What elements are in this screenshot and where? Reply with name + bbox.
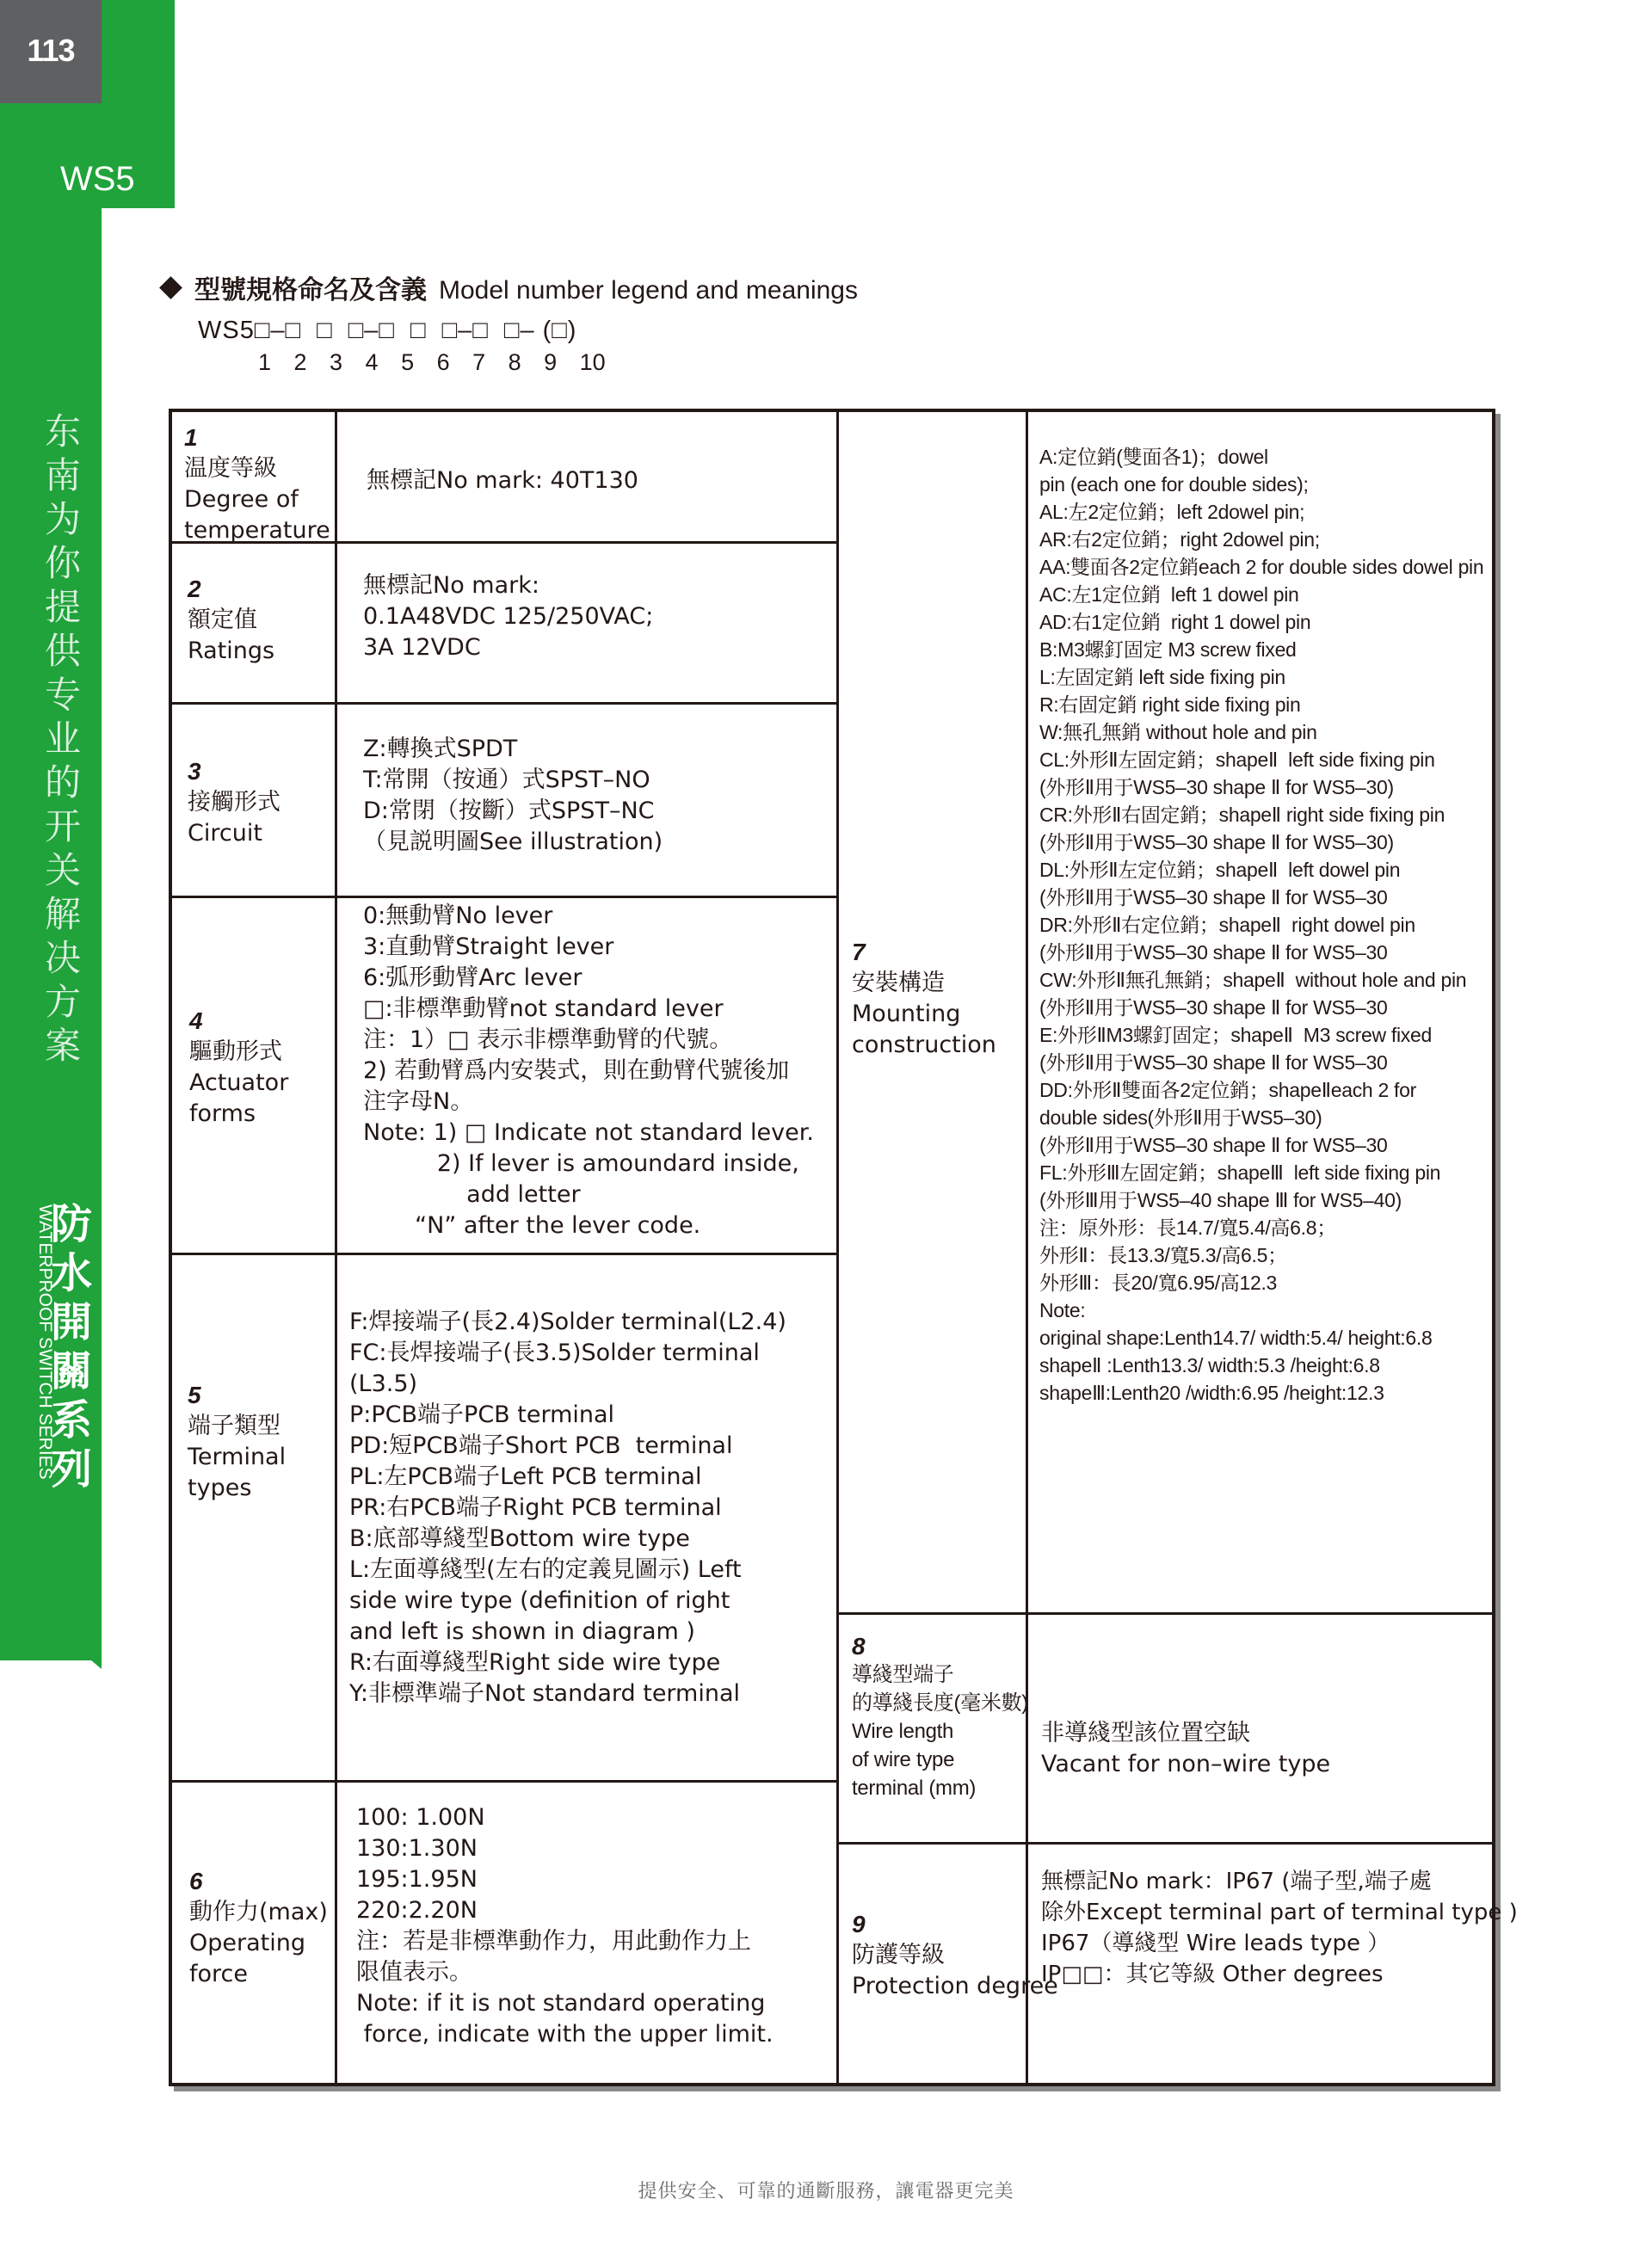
row-number: 3 [188,758,201,785]
series-title-cn: 防水開關系列 [50,1200,92,1494]
row-label [188,756,280,849]
row-content: F:焊接端子(長2.4)Solder terminal(L2.4) FC:長焊接端子(長3.5)Solder terminal (L3.5) P:PCB端子PCB terminal PD:短PCB端子Short PCB terminal PL:左PCB端子Left PCB terminal PR:右PCB端子Right PCB terminal B:底部導綫型Bottom wire type L:左面導綫型(左右的定義見圖示) Left side wire type (definition of right and left is shown in diagram ) R:右面導綫型Right side wire type Y:非標準端子Not standard terminal [349,1309,786,1707]
row-content: 無標記No mark: 0.1A48VDC 125/250VAC; 3A 12VDC [363,572,654,661]
section-heading [159,268,858,306]
row-title: 端子類型 Terminal types [188,1413,287,1501]
table-divider [172,702,838,705]
table-divider [172,1780,838,1783]
row-number: 1 [184,424,198,451]
row-title: 温度等級 Degree of temperature [184,455,330,544]
row-content: 0:無動臂No lever 3:直動臂Straight lever 6:弧形動臂Arc lever □:非標準動臂not standard lever 注：1）□ 表示非標準動臂的代號。 2) 若動臂爲内安裝式，則在動臂代號後加 注字母N。 Note: 1) □ Indicate not standard lever. 2) If lever is amoundard inside, add letter “N” after the lever code. [363,902,814,1239]
row-label [184,422,330,546]
section-tag: WS5 [60,160,135,198]
row-content: 100: 1.00N 130:1.30N 195:1.95N 220:2.20N 注：若是非標準動作力，用此動作力上 限值表示。 Note: if it is not standard operating force, indicate with the upper limit. [356,1804,774,2048]
row-title: 驅動形式 Actuator forms [189,1038,289,1127]
table-divider [836,412,839,2083]
model-code-pattern: WS5□–□ □ □–□ □ □–□ □– (□) [198,317,577,344]
heading-cn: 型號規格命名及含義 [194,275,427,305]
table-divider [172,896,838,898]
row-title: 接觸形式 Circuit [188,789,280,847]
table-divider [1026,412,1028,2083]
page-number: 113 [27,33,75,68]
row-title: 動作力(max) Operating force [189,1899,328,1987]
row-label [189,1866,328,1990]
table-divider [836,1842,1492,1845]
table-divider [172,1253,838,1255]
legend-table [169,409,1518,2086]
position-numbers: 1 2 3 4 5 6 7 8 9 10 [258,349,606,375]
row-title: 安裝構造 Mounting construction [852,970,996,1058]
row-number: 9 [852,1911,866,1937]
row-number: 5 [188,1382,201,1408]
row-label [852,1632,1028,1802]
page-footer: 提供安全、可靠的通斷服務，讓電器更完美 [638,2181,1014,2202]
row-title: 額定值 Ratings [188,607,275,664]
row-number: 4 [189,1007,203,1034]
row-number: 8 [852,1633,866,1660]
row-content: A:定位銷(雙面各1)；dowel pin (each one for double sides); AL:左2定位銷；left 2dowel pin; AR:右2定位銷；right 2dowel pin; AA:雙面各2定位銷each 2 for double sides dowel pin AC:左1定位銷 left 1 dowel pin AD:右1定位銷 right 1 dowel pin B:M3螺釘固定 M3 screw fixed L:左固定銷 left side fixing pin R:右固定銷 right side fixing pin W:無孔無銷 without hole and pin CL:外形Ⅱ左固定銷；shapeⅡ left side fixing pin (外形Ⅱ用于WS5–30 shape Ⅱ for WS5–30) CR:外形Ⅱ右固定銷；shapeⅡ right side fixing pin (外形Ⅱ用于WS5–30 shape Ⅱ for WS5–30) DL:外形Ⅱ左定位銷；shapeⅡ left dowel pin (外形Ⅱ用于WS5–30 shape Ⅱ for WS5–30 DR:外形Ⅱ右定位銷；shapeⅡ right dowel pin (外形Ⅱ用于WS5–30 shape Ⅱ for WS5–30 CW:外形Ⅱ無孔無銷；shapeⅡ without hole and pin (外形Ⅱ用于WS5–30 shape Ⅱ for WS5–30 E:外形ⅡM3螺釘固定；shapeⅡ M3 screw fixed (外形Ⅱ用于WS5–30 shape Ⅱ for WS5–30 DD:外形Ⅱ雙面各2定位銷；shapeⅡeach 2 for double sides(外形Ⅱ用于WS5–30) (外形Ⅱ用于WS5–30 shape Ⅱ for WS5–30 FL:外形Ⅲ左固定銷；shapeⅢ left side fixing pin (外形Ⅲ用于WS5–40 shape Ⅲ for WS5–40) 注：原外形：長14.7/寬5.4/高6.8； 外形Ⅱ：長13.3/寬5.3/高6.5； 外形Ⅲ：長20/寬6.95/高12.3 Note: original shape:Lenth14.7/ width:5.4/ height:6.8 shapeⅡ :Lenth13.3/ width:5.3 /height:6.8 shapeⅢ:Lenth20 /width:6.95 /height:12.3 [1039,446,1484,1404]
row-number: 2 [188,576,201,602]
table-divider [836,1612,1492,1615]
row-label [188,1380,286,1504]
row-content: Z:轉換式SPDT T:常開（按通）式SPST–NO D:常閉（按斷）式SPST–NC （見説明圖See illustration) [363,736,663,855]
row-label [188,574,274,667]
diamond-bullet-icon [159,276,182,299]
row-label [852,1909,1058,2002]
row-label [189,1006,288,1130]
series-title-en: WATERPROOF SWITCH SERIES [35,1204,55,1480]
row-content: 非導綫型該位置空缺 Vacant for non–wire type [1041,1720,1331,1777]
row-label [852,937,996,1061]
row-number: 7 [852,939,866,965]
row-title: 導綫型端子 的導綫長度(毫米數) Wire length of wire type terminal (mm) [852,1663,1028,1800]
row-number: 6 [189,1868,203,1894]
row-content: 無標記No mark: 40T130 [367,467,638,494]
table-divider [335,412,337,2083]
heading-en: Model number legend and meanings [439,276,858,305]
sidebar-slogan: 东南为你提供专业的开关解决方案 [44,410,81,1067]
row-title: 防護等級 Protection degree [852,1942,1058,1999]
row-content: 無標記No mark：IP67 (端子型,端子處 除外Except terminal part of terminal type ) IP67（導綫型 Wire leads type ） IP□□：其它等級 Other degrees [1041,1869,1518,1987]
